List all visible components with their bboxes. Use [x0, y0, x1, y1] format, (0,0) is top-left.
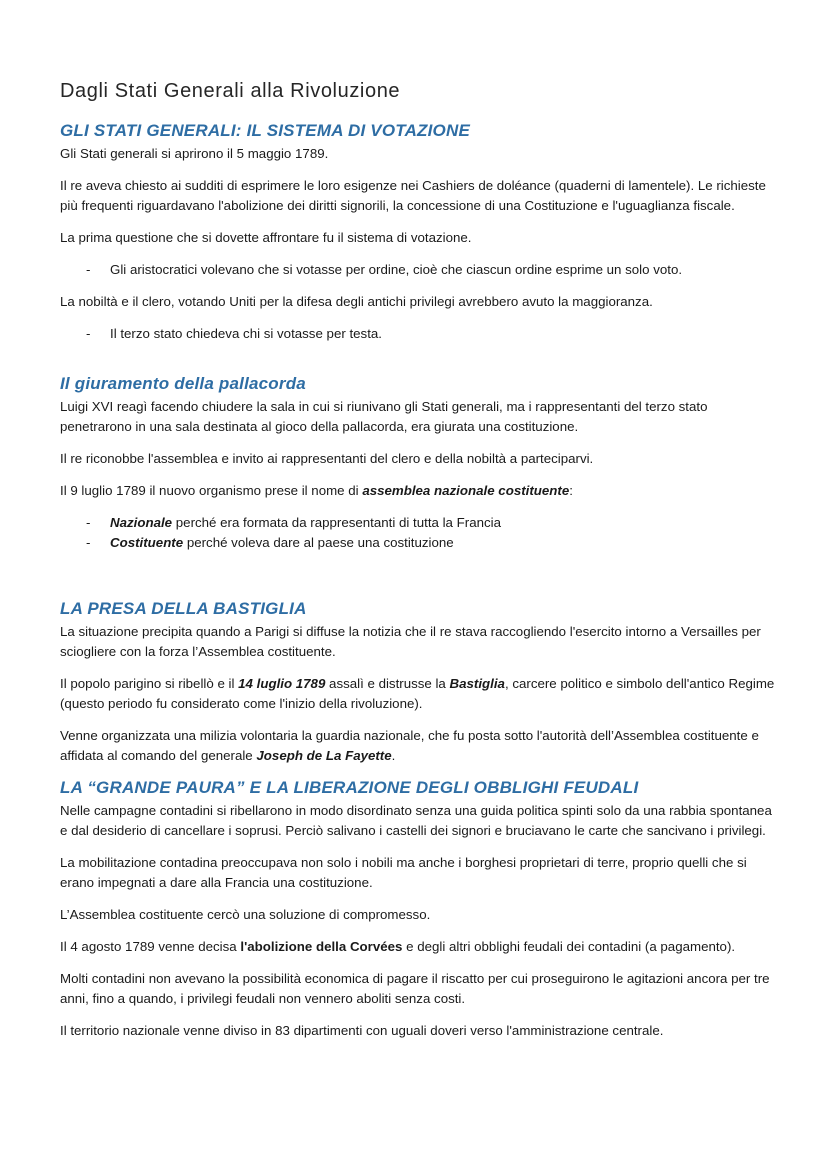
paragraph: La mobilitazione contadina preoccupava non solo i nobili ma anche i borghesi proprietari di terre, proprio quelli che si erano impegnati a dare alla Francia una costituzione. [60, 855, 747, 890]
text: Il 4 agosto 1789 venne decisa [60, 939, 241, 954]
text: perché era formata da rappresentanti di tutta la Francia [172, 515, 501, 530]
paragraph [60, 481, 780, 501]
emphasis: Nazionale [110, 515, 173, 530]
text: e degli altri obblighi feudali dei contadini (a pagamento). [402, 939, 736, 954]
paragraph: Il territorio nazionale venne diviso in 83 dipartimenti con uguali doveri verso l'amministrazione centrale. [60, 1023, 664, 1038]
section-heading: Il giuramento della pallacorda [60, 374, 306, 393]
text: Il 9 luglio 1789 il nuovo organismo prese il nome di [60, 483, 363, 498]
paragraph: Nelle campagne contadini si ribellarono in modo disordinato senza una guida politica spinti solo da una rabbia spontanea e dal desiderio di cancellare i soprusi. Perciò salivano i castelli dei signori e bruciavano le carte che sancivano i privilegi. [60, 803, 772, 838]
text: perché voleva dare al paese una costituzione [183, 535, 454, 550]
paragraph: La situazione precipita quando a Parigi si diffuse la notizia che il re stava raccogliendo l'esercito intorno a Versailles per sciogliere con la forza l’Assemblea costituente. [60, 624, 761, 659]
text: . [391, 748, 396, 763]
list-item: - Il terzo stato chiedeva chi si votasse per testa. [60, 324, 780, 344]
emphasis: Joseph de La Fayette [256, 748, 392, 763]
emphasis: Bastiglia [449, 676, 505, 691]
emphasis: l'abolizione della Corvées [240, 939, 403, 954]
paragraph [60, 726, 780, 766]
bullet-list [60, 324, 780, 344]
section-pallacorda [60, 374, 780, 553]
emphasis: 14 luglio 1789 [238, 676, 326, 691]
list-item [60, 513, 780, 533]
text: , carcere politico e simbolo dell'antico Regime (questo periodo fu considerato come l'inizio della rivoluzione). [60, 676, 775, 711]
list-item: - Gli aristocratici volevano che si votasse per ordine, cioè che ciascun ordine esprime un solo voto. [60, 260, 780, 280]
section-heading: GLI STATI GENERALI: IL SISTEMA DI VOTAZIONE [60, 121, 470, 140]
emphasis: assemblea nazionale costituente [362, 483, 570, 498]
paragraph: Il re aveva chiesto ai sudditi di esprimere le loro esigenze nei Cashiers de doléance (quaderni di lamentele). Le richieste più frequenti riguardavano l'abolizione dei diritti signorili, la concessione di una Costituzione e l'uguaglianza fiscale. [60, 178, 766, 213]
list-item [60, 533, 780, 553]
paragraph: Il re riconobbe l'assemblea e invito ai rappresentanti del clero e della nobiltà a parteciparvi. [60, 451, 594, 466]
paragraph: Molti contadini non avevano la possibilità economica di pagare il riscatto per cui proseguirono le agitazioni ancora per tre anni, fino a quando, i privilegi feudali non vennero aboliti senza costi. [60, 971, 770, 1006]
section-heading: LA PRESA DELLA BASTIGLIA [60, 599, 307, 618]
bullet-list [60, 260, 780, 280]
section-bastiglia [60, 599, 780, 766]
paragraph: L’Assemblea costituente cercò una soluzione di compromesso. [60, 907, 431, 922]
paragraph: La nobiltà e il clero, votando Uniti per la difesa degli antichi privilegi avrebbero avuto la maggioranza. [60, 294, 653, 309]
paragraph: La prima questione che si dovette affrontare fu il sistema di votazione. [60, 230, 472, 245]
section-heading: LA “GRANDE PAURA” E LA LIBERAZIONE DEGLI OBBLIGHI FEUDALI [60, 778, 639, 797]
text: Venne organizzata una milizia volontaria la guardia nazionale, che fu posta sotto l'autorità dell’Assemblea costituente e affidata al comando del generale [60, 728, 759, 763]
text: assalì e distrusse la [325, 676, 450, 691]
emphasis: Costituente [110, 535, 184, 550]
section-stati-generali [60, 121, 780, 344]
bullet-list [60, 513, 780, 553]
section-grande-paura [60, 778, 780, 1041]
document-title: Dagli Stati Generali alla Rivoluzione [60, 80, 401, 102]
paragraph [60, 674, 780, 714]
paragraph: Luigi XVI reagì facendo chiudere la sala in cui si riunivano gli Stati generali, ma i rappresentanti del terzo stato penetrarono in una sala destinata al gioco della pallacorda, era giurata una costituzione. [60, 399, 708, 434]
paragraph [60, 937, 780, 957]
paragraph: Gli Stati generali si aprirono il 5 maggio 1789. [60, 146, 329, 161]
text: : [569, 483, 573, 498]
text: Il popolo parigino si ribellò e il [60, 676, 239, 691]
